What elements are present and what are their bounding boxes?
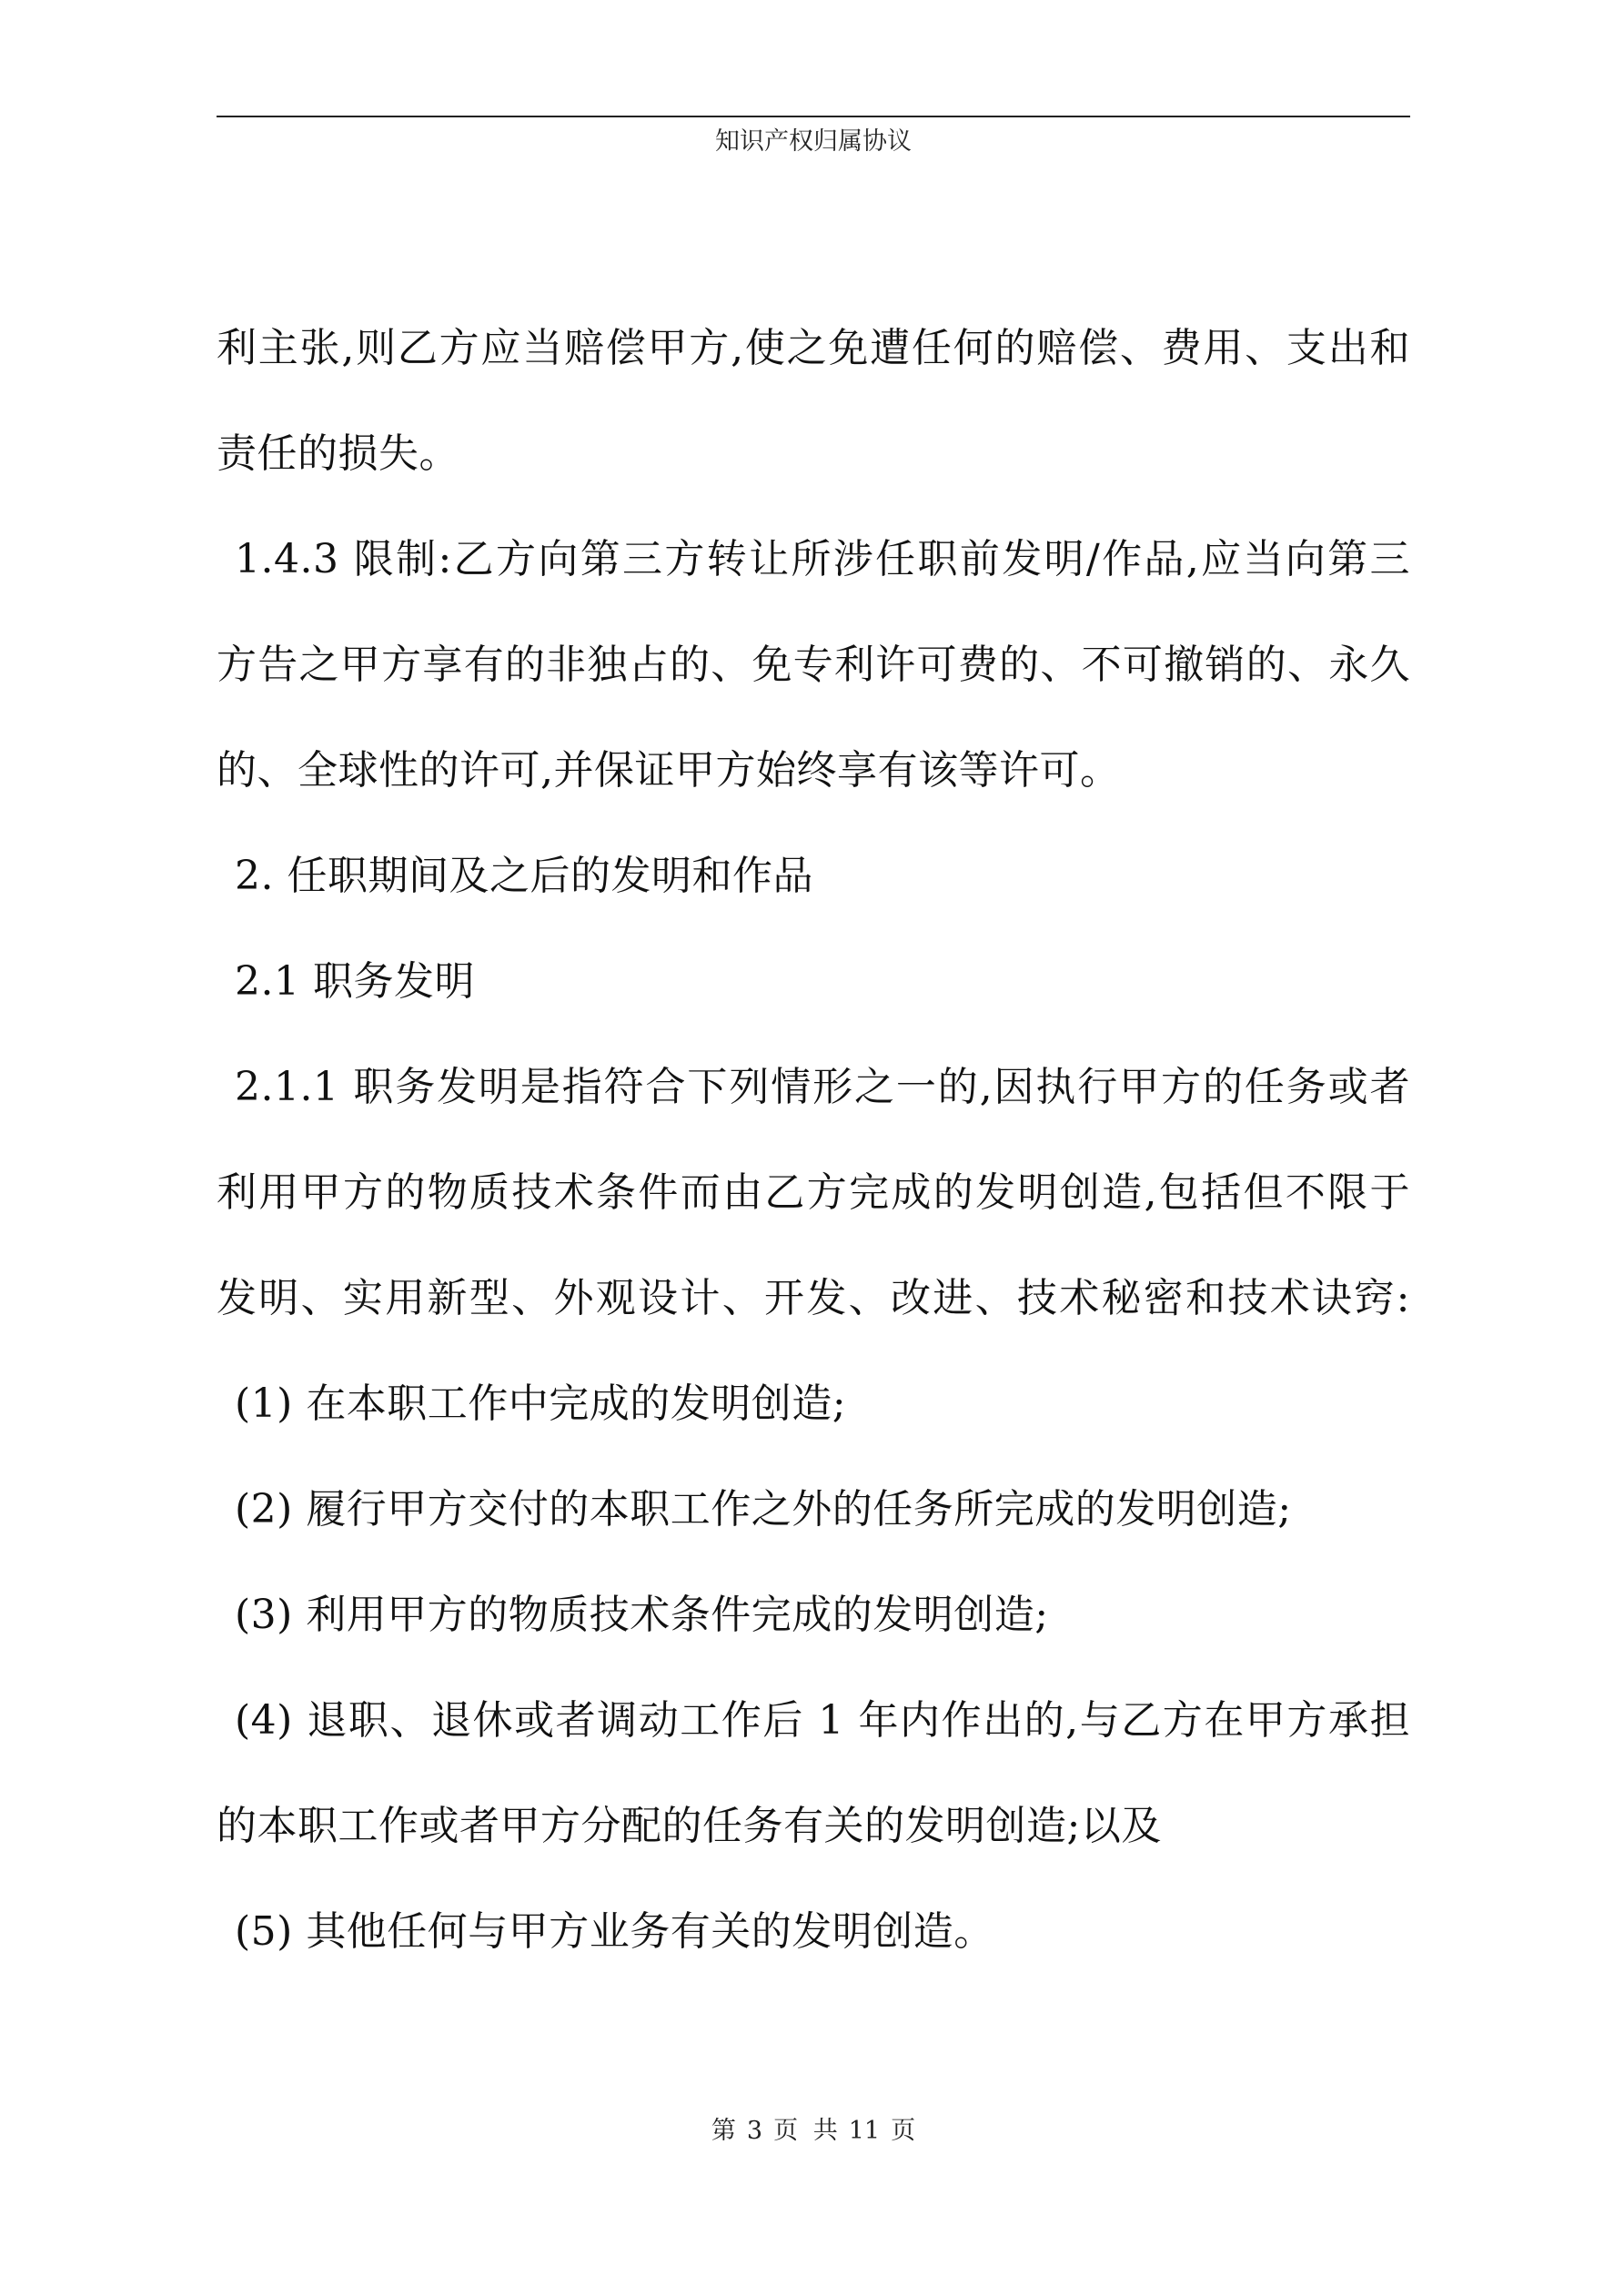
body-line: 的、全球性的许可,并保证甲方始终享有该等许可。	[217, 747, 1121, 794]
body-line: 利用甲方的物质技术条件而由乙方完成的发明创造,包括但不限于	[217, 1169, 1410, 1216]
header-rule	[217, 116, 1410, 117]
list-item: (2) 履行甲方交付的本职工作之外的任务所完成的发明创造;	[235, 1486, 1292, 1532]
page-label-suffix: 页	[891, 2117, 916, 2145]
list-item: (4) 退职、退休或者调动工作后 1 年内作出的,与乙方在甲方承担	[235, 1697, 1410, 1744]
page-header-title: 知识产权归属协议	[715, 127, 912, 156]
page-current-number: 3	[746, 2117, 763, 2145]
list-item: (5) 其他任何与甲方业务有关的发明创造。	[235, 1908, 994, 1955]
list-item-continuation: 的本职工作或者甲方分配的任务有关的发明创造;以及	[217, 1803, 1162, 1849]
document-body	[217, 296, 1410, 1985]
body-line: 发明、实用新型、外观设计、开发、改进、技术秘密和技术诀窍:	[217, 1275, 1410, 1321]
list-item: (3) 利用甲方的物质技术条件完成的发明创造;	[235, 1592, 1049, 1638]
body-line: 利主张,则乙方应当赔偿甲方,使之免遭任何的赔偿、费用、支出和	[217, 325, 1410, 371]
page-label-prefix: 第	[711, 2117, 736, 2145]
page-total-number: 11	[848, 2117, 881, 2145]
section-heading: 2. 任职期间及之后的发明和作品	[235, 853, 813, 899]
body-line: 责任的损失。	[217, 430, 459, 477]
page-footer	[217, 2115, 1410, 2148]
body-line: 2.1.1 职务发明是指符合下列情形之一的,因执行甲方的任务或者	[235, 1064, 1410, 1110]
body-line: 方告之甲方享有的非独占的、免专利许可费的、不可撤销的、永久	[217, 642, 1410, 688]
body-line: 1.4.3 限制:乙方向第三方转让所涉任职前发明/作品,应当向第三	[235, 536, 1410, 582]
subsection-heading: 2.1 职务发明	[235, 958, 475, 1005]
page-label-mid: 页 共	[773, 2117, 838, 2145]
list-item: (1) 在本职工作中完成的发明创造;	[235, 1381, 847, 1427]
